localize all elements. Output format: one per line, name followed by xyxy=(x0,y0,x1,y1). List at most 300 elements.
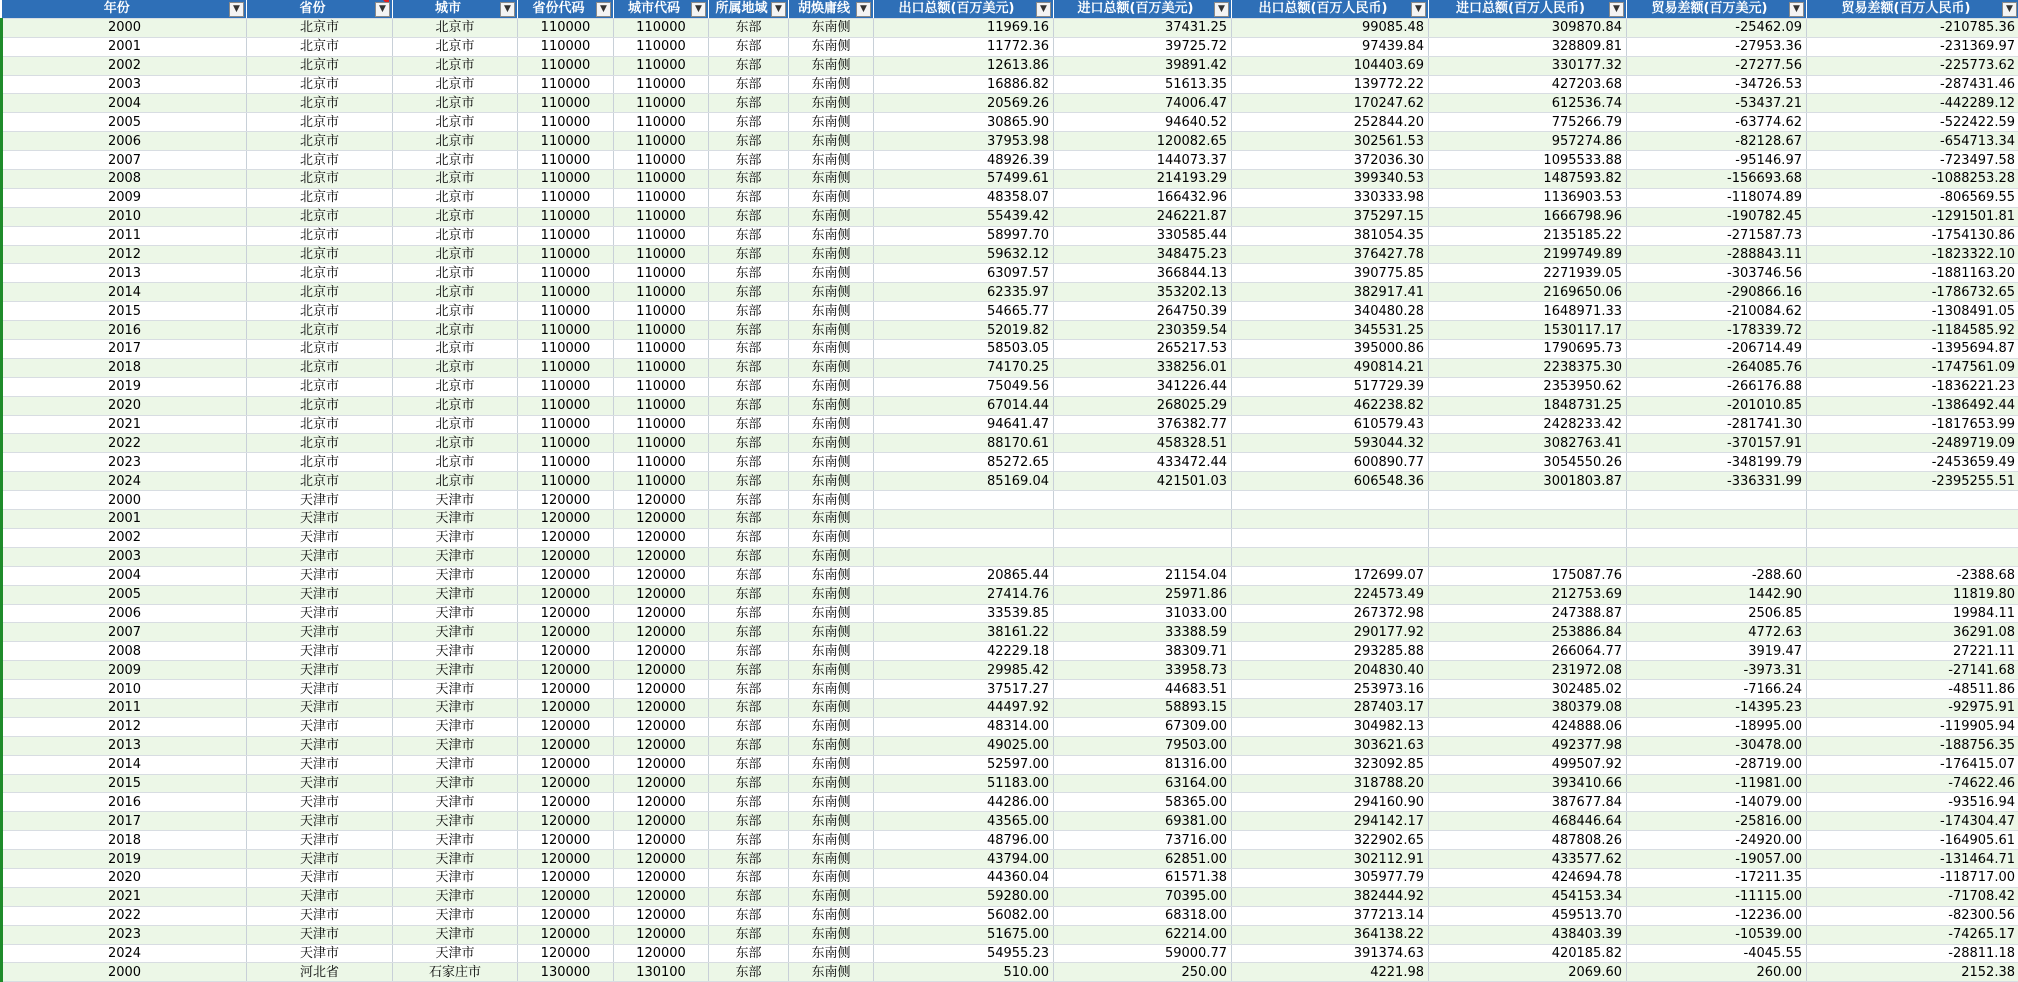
table-cell[interactable]: -164905.61 xyxy=(1807,831,2018,850)
table-cell[interactable]: 120000 xyxy=(614,528,709,547)
table-cell[interactable]: 110000 xyxy=(518,37,614,56)
table-cell[interactable]: 1530117.17 xyxy=(1429,321,1627,340)
table-cell[interactable]: 62335.97 xyxy=(874,283,1054,302)
filter-dropdown-icon[interactable]: ▼ xyxy=(375,2,390,17)
table-cell[interactable]: -290866.16 xyxy=(1627,283,1807,302)
table-cell[interactable]: 2002 xyxy=(2,56,247,75)
table-cell[interactable]: 2021 xyxy=(2,887,247,906)
table-cell[interactable]: 433472.44 xyxy=(1054,453,1232,472)
table-cell[interactable]: 东部 xyxy=(709,510,789,529)
table-cell[interactable]: 120000 xyxy=(518,755,614,774)
table-cell[interactable]: 东部 xyxy=(709,434,789,453)
table-cell[interactable]: 381054.35 xyxy=(1232,226,1429,245)
table-cell[interactable]: 4772.63 xyxy=(1627,623,1807,642)
table-cell[interactable]: 97439.84 xyxy=(1232,37,1429,56)
table-cell[interactable]: 东南侧 xyxy=(789,321,874,340)
table-cell[interactable]: 2003 xyxy=(2,547,247,566)
table-cell[interactable]: 48926.39 xyxy=(874,151,1054,170)
table-cell[interactable]: 110000 xyxy=(614,56,709,75)
table-cell[interactable]: 1442.90 xyxy=(1627,585,1807,604)
table-cell[interactable]: 110000 xyxy=(614,113,709,132)
table-cell[interactable]: 253973.16 xyxy=(1232,680,1429,699)
table-cell[interactable]: 东部 xyxy=(709,887,789,906)
table-cell[interactable]: 北京市 xyxy=(247,434,393,453)
table-cell[interactable]: 166432.96 xyxy=(1054,188,1232,207)
table-cell[interactable]: 253886.84 xyxy=(1429,623,1627,642)
table-cell[interactable]: 东南侧 xyxy=(789,642,874,661)
table-cell[interactable]: 74170.25 xyxy=(874,358,1054,377)
table-cell[interactable]: -131464.71 xyxy=(1807,850,2018,869)
table-cell[interactable]: 44683.51 xyxy=(1054,680,1232,699)
table-cell[interactable]: 天津市 xyxy=(393,698,518,717)
table-cell[interactable]: 390775.85 xyxy=(1232,264,1429,283)
table-cell[interactable]: 北京市 xyxy=(393,37,518,56)
table-cell[interactable]: 59000.77 xyxy=(1054,944,1232,963)
table-cell[interactable]: -24920.00 xyxy=(1627,831,1807,850)
table-cell[interactable]: 294160.90 xyxy=(1232,793,1429,812)
table-cell[interactable] xyxy=(1054,528,1232,547)
table-cell[interactable]: -30478.00 xyxy=(1627,736,1807,755)
table-cell[interactable]: 110000 xyxy=(614,245,709,264)
table-cell[interactable]: 454153.34 xyxy=(1429,887,1627,906)
table-cell[interactable]: 东南侧 xyxy=(789,887,874,906)
table-cell[interactable]: 东南侧 xyxy=(789,566,874,585)
table-cell[interactable]: 37431.25 xyxy=(1054,18,1232,37)
table-cell[interactable]: 58997.70 xyxy=(874,226,1054,245)
table-cell[interactable]: 2006 xyxy=(2,132,247,151)
table-cell[interactable]: 2013 xyxy=(2,264,247,283)
table-cell[interactable]: 38161.22 xyxy=(874,623,1054,642)
table-cell[interactable]: 27414.76 xyxy=(874,585,1054,604)
table-cell[interactable] xyxy=(1232,510,1429,529)
table-cell[interactable] xyxy=(1232,491,1429,510)
table-cell[interactable]: 天津市 xyxy=(247,680,393,699)
table-cell[interactable]: 2023 xyxy=(2,453,247,472)
table-cell[interactable]: 110000 xyxy=(518,170,614,189)
table-cell[interactable]: -176415.07 xyxy=(1807,755,2018,774)
table-cell[interactable] xyxy=(1429,547,1627,566)
table-cell[interactable]: 120000 xyxy=(614,680,709,699)
table-cell[interactable]: 北京市 xyxy=(247,472,393,491)
table-cell[interactable]: 79503.00 xyxy=(1054,736,1232,755)
table-cell[interactable]: 东部 xyxy=(709,226,789,245)
table-cell[interactable]: -48511.86 xyxy=(1807,680,2018,699)
table-cell[interactable]: 东南侧 xyxy=(789,850,874,869)
table-cell[interactable]: 东南侧 xyxy=(789,623,874,642)
table-cell[interactable]: 110000 xyxy=(518,245,614,264)
table-cell[interactable]: 293285.88 xyxy=(1232,642,1429,661)
table-cell[interactable]: 北京市 xyxy=(247,302,393,321)
table-cell[interactable]: 3054550.26 xyxy=(1429,453,1627,472)
table-cell[interactable]: 东部 xyxy=(709,321,789,340)
table-cell[interactable]: 56082.00 xyxy=(874,906,1054,925)
filter-dropdown-icon[interactable]: ▼ xyxy=(856,2,871,17)
table-cell[interactable]: 94641.47 xyxy=(874,415,1054,434)
table-cell[interactable]: 48796.00 xyxy=(874,831,1054,850)
table-cell[interactable]: 东部 xyxy=(709,623,789,642)
table-cell[interactable]: 612536.74 xyxy=(1429,94,1627,113)
table-cell[interactable]: 58365.00 xyxy=(1054,793,1232,812)
table-cell[interactable]: 120000 xyxy=(518,850,614,869)
table-cell[interactable]: 天津市 xyxy=(247,623,393,642)
filter-dropdown-icon[interactable]: ▼ xyxy=(771,2,786,17)
table-cell[interactable]: 110000 xyxy=(614,302,709,321)
table-cell[interactable]: 62851.00 xyxy=(1054,850,1232,869)
table-cell[interactable]: 110000 xyxy=(518,396,614,415)
table-cell[interactable]: 2271939.05 xyxy=(1429,264,1627,283)
table-cell[interactable]: 120000 xyxy=(614,623,709,642)
table-cell[interactable]: 120000 xyxy=(614,642,709,661)
filter-dropdown-icon[interactable]: ▼ xyxy=(1789,2,1804,17)
table-cell[interactable]: 67014.44 xyxy=(874,396,1054,415)
table-cell[interactable]: 天津市 xyxy=(393,680,518,699)
table-cell[interactable]: 北京市 xyxy=(393,302,518,321)
table-cell[interactable]: 东部 xyxy=(709,698,789,717)
table-cell[interactable]: 东南侧 xyxy=(789,226,874,245)
table-cell[interactable]: 天津市 xyxy=(393,547,518,566)
table-cell[interactable]: 北京市 xyxy=(247,151,393,170)
table-cell[interactable]: 东部 xyxy=(709,188,789,207)
table-cell[interactable]: 2001 xyxy=(2,37,247,56)
table-cell[interactable]: 东南侧 xyxy=(789,547,874,566)
table-cell[interactable]: 东南侧 xyxy=(789,434,874,453)
table-cell[interactable]: -231369.97 xyxy=(1807,37,2018,56)
table-cell[interactable]: 东南侧 xyxy=(789,661,874,680)
column-header-10[interactable] xyxy=(1232,0,1429,18)
table-cell[interactable]: 120000 xyxy=(614,736,709,755)
table-cell[interactable]: 380379.08 xyxy=(1429,698,1627,717)
table-cell[interactable]: 120000 xyxy=(518,831,614,850)
table-cell[interactable]: -442289.12 xyxy=(1807,94,2018,113)
table-cell[interactable]: 266064.77 xyxy=(1429,642,1627,661)
table-cell[interactable]: 2021 xyxy=(2,415,247,434)
table-cell[interactable]: 120000 xyxy=(518,812,614,831)
table-cell[interactable]: -2395255.51 xyxy=(1807,472,2018,491)
table-cell[interactable]: 天津市 xyxy=(247,774,393,793)
table-cell[interactable]: 11772.36 xyxy=(874,37,1054,56)
table-cell[interactable]: 天津市 xyxy=(393,887,518,906)
table-cell[interactable]: -118717.00 xyxy=(1807,868,2018,887)
table-cell[interactable]: 东部 xyxy=(709,831,789,850)
table-cell[interactable]: 北京市 xyxy=(393,283,518,302)
table-cell[interactable]: 2005 xyxy=(2,585,247,604)
table-cell[interactable]: 85169.04 xyxy=(874,472,1054,491)
table-cell[interactable]: 东部 xyxy=(709,415,789,434)
table-cell[interactable] xyxy=(1627,510,1807,529)
table-cell[interactable]: 250.00 xyxy=(1054,963,1232,982)
table-cell[interactable]: 2017 xyxy=(2,340,247,359)
table-cell[interactable]: 2003 xyxy=(2,75,247,94)
table-cell[interactable]: 2019 xyxy=(2,377,247,396)
table-cell[interactable]: -336331.99 xyxy=(1627,472,1807,491)
table-cell[interactable]: 54955.23 xyxy=(874,944,1054,963)
table-cell[interactable]: 2009 xyxy=(2,188,247,207)
table-cell[interactable]: -7166.24 xyxy=(1627,680,1807,699)
table-cell[interactable]: 北京市 xyxy=(393,472,518,491)
table-cell[interactable]: 353202.13 xyxy=(1054,283,1232,302)
table-cell[interactable]: -82300.56 xyxy=(1807,906,2018,925)
table-cell[interactable]: 330585.44 xyxy=(1054,226,1232,245)
table-cell[interactable]: 110000 xyxy=(614,188,709,207)
table-cell[interactable]: 天津市 xyxy=(393,528,518,547)
table-cell[interactable]: 天津市 xyxy=(393,736,518,755)
table-cell[interactable]: 北京市 xyxy=(247,245,393,264)
table-cell[interactable]: -178339.72 xyxy=(1627,321,1807,340)
table-cell[interactable]: -4045.55 xyxy=(1627,944,1807,963)
table-cell[interactable]: 北京市 xyxy=(247,94,393,113)
table-cell[interactable]: 309870.84 xyxy=(1429,18,1627,37)
table-cell[interactable]: 天津市 xyxy=(393,831,518,850)
table-cell[interactable]: 110000 xyxy=(614,358,709,377)
table-cell[interactable]: 33958.73 xyxy=(1054,661,1232,680)
table-cell[interactable] xyxy=(1807,547,2018,566)
column-header-13[interactable] xyxy=(1807,0,2018,18)
table-cell[interactable]: -34726.53 xyxy=(1627,75,1807,94)
table-cell[interactable]: 427203.68 xyxy=(1429,75,1627,94)
table-cell[interactable]: 2011 xyxy=(2,226,247,245)
table-cell[interactable]: 110000 xyxy=(614,264,709,283)
table-cell[interactable]: 54665.77 xyxy=(874,302,1054,321)
column-header-11[interactable] xyxy=(1429,0,1627,18)
table-cell[interactable] xyxy=(874,491,1054,510)
table-cell[interactable]: 2238375.30 xyxy=(1429,358,1627,377)
table-cell[interactable]: 330177.32 xyxy=(1429,56,1627,75)
table-cell[interactable]: 2000 xyxy=(2,963,247,982)
table-cell[interactable]: 19984.11 xyxy=(1807,604,2018,623)
table-cell[interactable]: 214193.29 xyxy=(1054,170,1232,189)
table-cell[interactable]: 120000 xyxy=(518,566,614,585)
table-cell[interactable]: 382444.92 xyxy=(1232,887,1429,906)
table-cell[interactable]: -93516.94 xyxy=(1807,793,2018,812)
table-cell[interactable]: -27953.36 xyxy=(1627,37,1807,56)
table-cell[interactable]: 11969.16 xyxy=(874,18,1054,37)
table-cell[interactable]: -281741.30 xyxy=(1627,415,1807,434)
table-cell[interactable]: -723497.58 xyxy=(1807,151,2018,170)
table-cell[interactable]: -1754130.86 xyxy=(1807,226,2018,245)
table-cell[interactable]: 天津市 xyxy=(247,755,393,774)
table-cell[interactable]: 东部 xyxy=(709,245,789,264)
table-cell[interactable]: 110000 xyxy=(614,415,709,434)
table-cell[interactable]: 北京市 xyxy=(247,37,393,56)
table-cell[interactable]: 305977.79 xyxy=(1232,868,1429,887)
table-cell[interactable] xyxy=(1054,547,1232,566)
table-cell[interactable]: -156693.68 xyxy=(1627,170,1807,189)
table-cell[interactable]: 东南侧 xyxy=(789,698,874,717)
table-cell[interactable] xyxy=(1807,528,2018,547)
table-cell[interactable]: 天津市 xyxy=(247,510,393,529)
table-cell[interactable]: 110000 xyxy=(614,453,709,472)
table-cell[interactable]: -74265.17 xyxy=(1807,925,2018,944)
table-cell[interactable]: 东部 xyxy=(709,56,789,75)
table-cell[interactable]: 2010 xyxy=(2,207,247,226)
table-cell[interactable]: 天津市 xyxy=(393,906,518,925)
table-cell[interactable]: 323092.85 xyxy=(1232,755,1429,774)
table-cell[interactable]: -28719.00 xyxy=(1627,755,1807,774)
table-cell[interactable]: 东部 xyxy=(709,75,789,94)
table-cell[interactable]: 河北省 xyxy=(247,963,393,982)
table-cell[interactable]: 东南侧 xyxy=(789,94,874,113)
table-cell[interactable]: -1881163.20 xyxy=(1807,264,2018,283)
table-cell[interactable]: 东部 xyxy=(709,755,789,774)
table-cell[interactable]: 110000 xyxy=(518,207,614,226)
table-cell[interactable]: 天津市 xyxy=(247,491,393,510)
table-cell[interactable]: 天津市 xyxy=(247,604,393,623)
table-cell[interactable]: 2005 xyxy=(2,113,247,132)
table-cell[interactable]: 120000 xyxy=(518,623,614,642)
table-cell[interactable]: 376382.77 xyxy=(1054,415,1232,434)
table-cell[interactable]: 东部 xyxy=(709,396,789,415)
table-cell[interactable]: 120000 xyxy=(518,944,614,963)
table-cell[interactable]: -190782.45 xyxy=(1627,207,1807,226)
table-cell[interactable]: 377213.14 xyxy=(1232,906,1429,925)
table-cell[interactable]: 北京市 xyxy=(247,188,393,207)
table-cell[interactable]: 2016 xyxy=(2,321,247,340)
table-cell[interactable]: 天津市 xyxy=(247,661,393,680)
table-cell[interactable]: 44497.92 xyxy=(874,698,1054,717)
table-cell[interactable]: -1836221.23 xyxy=(1807,377,2018,396)
table-cell[interactable]: 北京市 xyxy=(393,377,518,396)
table-cell[interactable]: 120000 xyxy=(614,717,709,736)
column-header-1[interactable] xyxy=(2,0,247,18)
table-cell[interactable]: 364138.22 xyxy=(1232,925,1429,944)
table-cell[interactable]: 264750.39 xyxy=(1054,302,1232,321)
table-cell[interactable]: 东南侧 xyxy=(789,264,874,283)
table-cell[interactable]: 42229.18 xyxy=(874,642,1054,661)
table-cell[interactable]: 70395.00 xyxy=(1054,887,1232,906)
table-cell[interactable]: 110000 xyxy=(518,188,614,207)
table-cell[interactable]: 59280.00 xyxy=(874,887,1054,906)
table-cell[interactable]: 天津市 xyxy=(393,717,518,736)
table-cell[interactable]: -71708.42 xyxy=(1807,887,2018,906)
table-cell[interactable]: 2152.38 xyxy=(1807,963,2018,982)
table-cell[interactable]: 382917.41 xyxy=(1232,283,1429,302)
table-cell[interactable]: 2015 xyxy=(2,774,247,793)
table-cell[interactable]: 458328.51 xyxy=(1054,434,1232,453)
table-cell[interactable]: 北京市 xyxy=(247,113,393,132)
table-cell[interactable]: 63164.00 xyxy=(1054,774,1232,793)
table-cell[interactable]: 433577.62 xyxy=(1429,850,1627,869)
table-cell[interactable]: 东部 xyxy=(709,207,789,226)
table-cell[interactable]: -2388.68 xyxy=(1807,566,2018,585)
table-cell[interactable]: 2016 xyxy=(2,793,247,812)
table-cell[interactable]: 110000 xyxy=(518,358,614,377)
table-cell[interactable]: 东部 xyxy=(709,642,789,661)
table-cell[interactable]: -19057.00 xyxy=(1627,850,1807,869)
table-cell[interactable]: 北京市 xyxy=(393,453,518,472)
table-cell[interactable]: 492377.98 xyxy=(1429,736,1627,755)
table-cell[interactable]: 石家庄市 xyxy=(393,963,518,982)
table-cell[interactable]: 东南侧 xyxy=(789,151,874,170)
table-cell[interactable]: -1786732.65 xyxy=(1807,283,2018,302)
table-cell[interactable]: 2018 xyxy=(2,831,247,850)
table-cell[interactable]: -225773.62 xyxy=(1807,56,2018,75)
table-cell[interactable]: 37517.27 xyxy=(874,680,1054,699)
table-cell[interactable]: 120000 xyxy=(614,944,709,963)
table-cell[interactable]: 东南侧 xyxy=(789,944,874,963)
filter-dropdown-icon[interactable]: ▼ xyxy=(1609,2,1624,17)
table-cell[interactable]: 375297.15 xyxy=(1232,207,1429,226)
table-cell[interactable]: 58503.05 xyxy=(874,340,1054,359)
table-cell[interactable]: 北京市 xyxy=(393,132,518,151)
table-cell[interactable]: 120000 xyxy=(518,887,614,906)
table-cell[interactable]: 东部 xyxy=(709,661,789,680)
table-cell[interactable]: 318788.20 xyxy=(1232,774,1429,793)
table-cell[interactable] xyxy=(874,528,1054,547)
table-cell[interactable]: 2020 xyxy=(2,868,247,887)
table-cell[interactable]: 天津市 xyxy=(393,812,518,831)
table-cell[interactable]: 130100 xyxy=(614,963,709,982)
table-cell[interactable]: 北京市 xyxy=(393,75,518,94)
table-cell[interactable]: 2012 xyxy=(2,245,247,264)
table-cell[interactable]: 东南侧 xyxy=(789,831,874,850)
table-cell[interactable]: 12613.86 xyxy=(874,56,1054,75)
table-cell[interactable]: 东部 xyxy=(709,340,789,359)
table-cell[interactable]: 东部 xyxy=(709,774,789,793)
table-cell[interactable]: 268025.29 xyxy=(1054,396,1232,415)
table-cell[interactable]: 120000 xyxy=(614,491,709,510)
table-cell[interactable]: 387677.84 xyxy=(1429,793,1627,812)
table-cell[interactable]: -806569.55 xyxy=(1807,188,2018,207)
table-cell[interactable]: 16886.82 xyxy=(874,75,1054,94)
table-cell[interactable]: 天津市 xyxy=(393,661,518,680)
table-cell[interactable]: 120000 xyxy=(518,736,614,755)
table-cell[interactable]: 1648971.33 xyxy=(1429,302,1627,321)
table-cell[interactable]: 1848731.25 xyxy=(1429,396,1627,415)
table-cell[interactable]: 58893.15 xyxy=(1054,698,1232,717)
table-cell[interactable]: 北京市 xyxy=(393,188,518,207)
table-cell[interactable]: 267372.98 xyxy=(1232,604,1429,623)
table-cell[interactable]: 462238.82 xyxy=(1232,396,1429,415)
table-cell[interactable]: 74006.47 xyxy=(1054,94,1232,113)
table-cell[interactable]: 1666798.96 xyxy=(1429,207,1627,226)
table-cell[interactable]: 81316.00 xyxy=(1054,755,1232,774)
table-cell[interactable]: 38309.71 xyxy=(1054,642,1232,661)
table-cell[interactable]: 376427.78 xyxy=(1232,245,1429,264)
table-cell[interactable]: 287403.17 xyxy=(1232,698,1429,717)
column-header-5[interactable] xyxy=(614,0,709,18)
table-cell[interactable]: 110000 xyxy=(518,302,614,321)
table-cell[interactable]: 33388.59 xyxy=(1054,623,1232,642)
table-cell[interactable]: 东南侧 xyxy=(789,925,874,944)
table-cell[interactable]: 110000 xyxy=(614,396,709,415)
table-cell[interactable]: -174304.47 xyxy=(1807,812,2018,831)
table-cell[interactable]: 62214.00 xyxy=(1054,925,1232,944)
table-cell[interactable]: 东部 xyxy=(709,377,789,396)
table-cell[interactable]: 北京市 xyxy=(393,56,518,75)
table-cell[interactable]: 110000 xyxy=(518,264,614,283)
table-cell[interactable]: 610579.43 xyxy=(1232,415,1429,434)
table-cell[interactable]: 天津市 xyxy=(393,850,518,869)
table-cell[interactable]: 120000 xyxy=(518,680,614,699)
table-cell[interactable]: 330333.98 xyxy=(1232,188,1429,207)
table-cell[interactable]: -3973.31 xyxy=(1627,661,1807,680)
table-cell[interactable] xyxy=(874,547,1054,566)
table-cell[interactable]: -303746.56 xyxy=(1627,264,1807,283)
table-cell[interactable]: -188756.35 xyxy=(1807,736,2018,755)
table-cell[interactable]: 天津市 xyxy=(393,925,518,944)
table-cell[interactable]: 130000 xyxy=(518,963,614,982)
table-cell[interactable]: 天津市 xyxy=(393,774,518,793)
table-cell[interactable]: 110000 xyxy=(518,56,614,75)
table-cell[interactable]: 110000 xyxy=(518,75,614,94)
column-header-2[interactable] xyxy=(247,0,393,18)
table-cell[interactable]: 957274.86 xyxy=(1429,132,1627,151)
table-cell[interactable]: 120000 xyxy=(518,698,614,717)
table-cell[interactable]: 110000 xyxy=(614,94,709,113)
table-cell[interactable]: 120000 xyxy=(614,661,709,680)
table-cell[interactable]: 东南侧 xyxy=(789,963,874,982)
table-cell[interactable]: 120000 xyxy=(614,925,709,944)
